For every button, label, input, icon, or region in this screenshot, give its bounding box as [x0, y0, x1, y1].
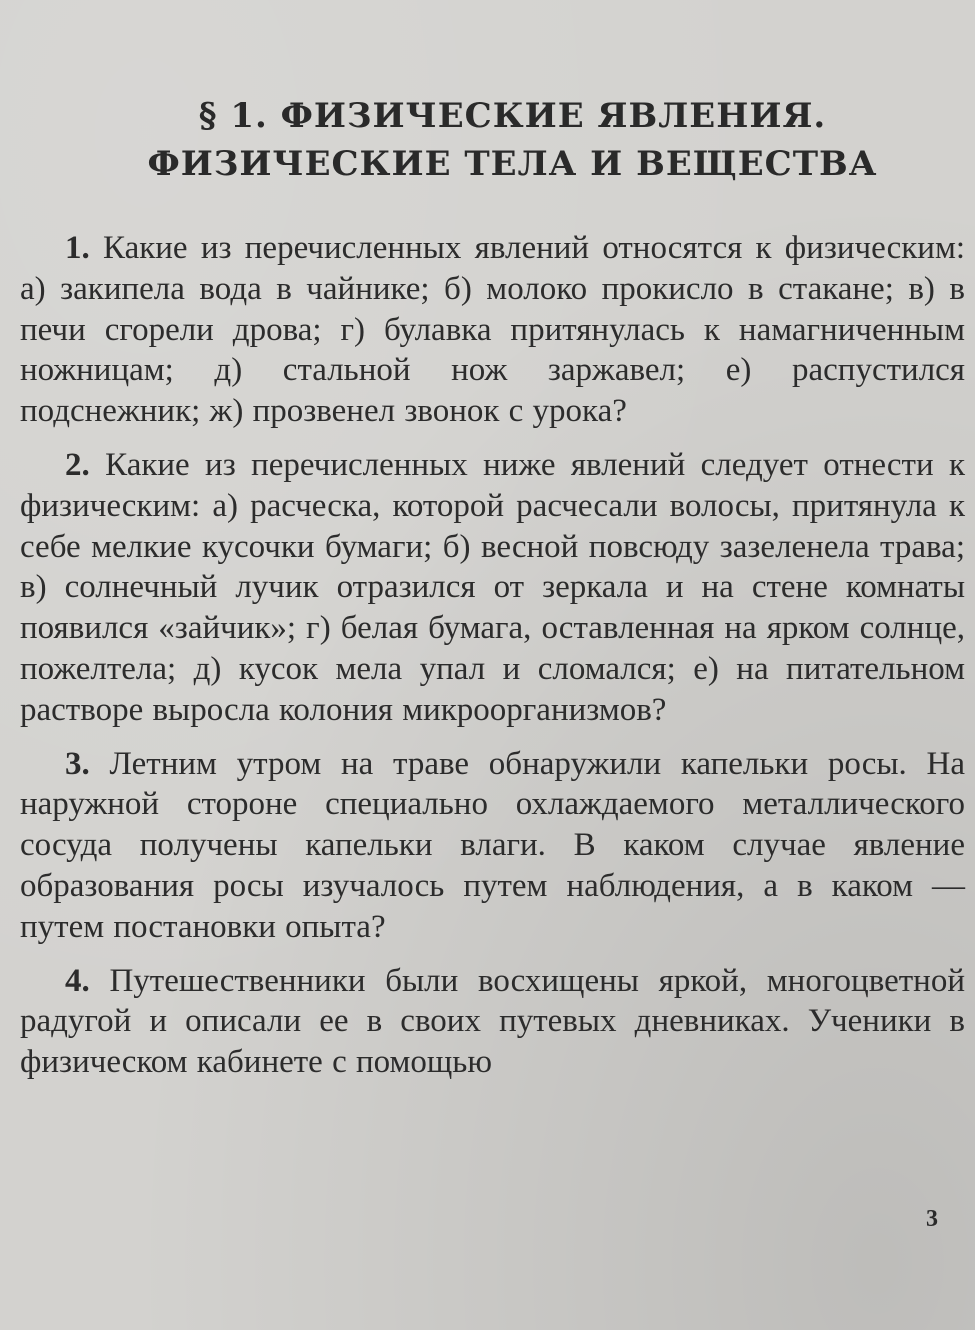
- section-title-line-2: ФИЗИЧЕСКИЕ ТЕЛА И ВЕЩЕСТВА: [147, 144, 878, 184]
- problem-text: Путешественники были восхищены яркой, многоцветной радугой и описали ее в своих путевых дневниках. Ученики в физическом кабинете с помощью: [20, 962, 965, 1081]
- problem-text: Какие из перечисленных ниже явлений следует отнести к физическим: а) расческа, которой расчесали волосы, притянула к себе мелкие кусочки бумаги; б) весной повсюду зазеленела трава; в) солнечный лучик отразился от зеркала и на стене комнаты появился «зайчик»; г) белая бумага, оставленная на ярком солнце, пожелтела; д) кусок мела упал и сломался; е) на питательном растворе выросла колония микроорганизмов?: [20, 446, 966, 728]
- problem-3: [20, 744, 965, 948]
- section-title-line-1: § 1. ФИЗИЧЕСКИЕ ЯВЛЕНИЯ.: [198, 96, 827, 136]
- problem-text: Какие из перечисленных явлений относятся к физическим: а) закипела вода в чайнике; б) молоко прокисло в стакане; в) в печи сгорели дрова; г) булавка притянулась к намагниченным ножницам; д) стальной нож заржавел; е) распустился подснежник; ж) прозвенел звонок с урока?: [20, 230, 965, 430]
- problem-4: [20, 961, 965, 1083]
- problem-text: Летним утром на траве обнаружили капельки росы. На наружной стороне специально охлаждаемого металлического сосуда получены капельки влаги. В каком случае явление образования росы изучалось путем наблюдения, а в каком — путем постановки опыта?: [20, 745, 965, 945]
- problem-1: [20, 228, 965, 432]
- problem-number: 2.: [65, 446, 90, 483]
- page-number: 3: [926, 1206, 938, 1232]
- problem-2: [20, 445, 965, 731]
- problem-number: 4.: [65, 962, 90, 999]
- problem-number: 1.: [65, 230, 90, 266]
- problem-number: 3.: [65, 745, 90, 782]
- section-heading: [60, 92, 965, 188]
